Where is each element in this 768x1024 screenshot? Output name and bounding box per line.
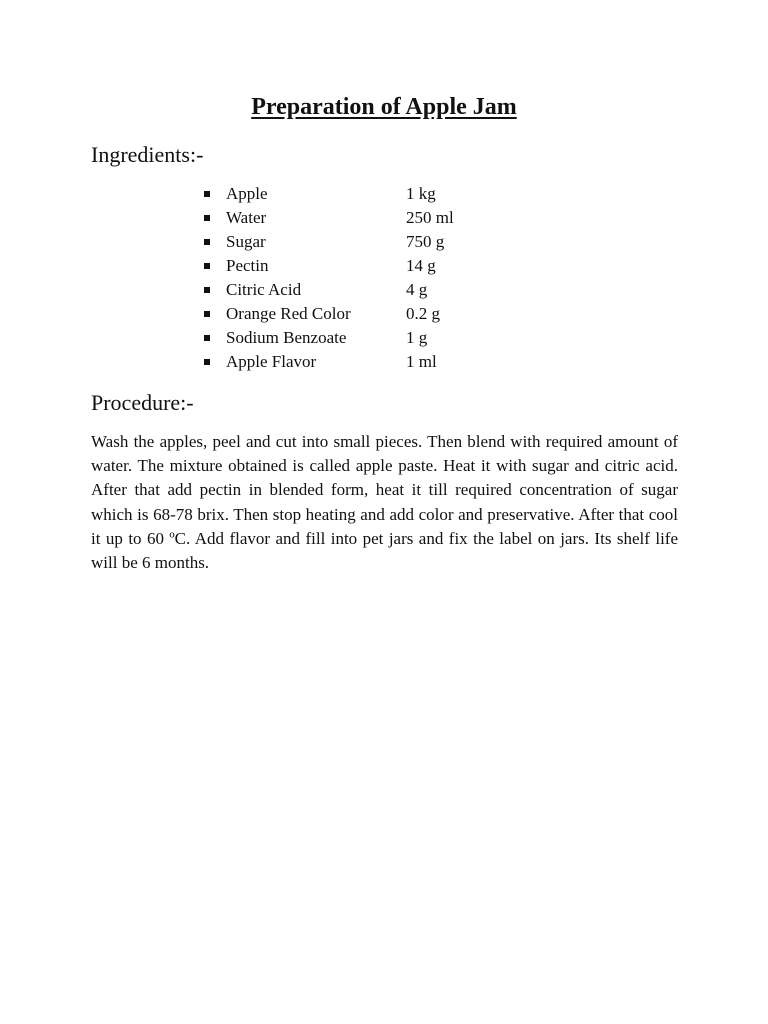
ingredient-name: Apple: [226, 184, 268, 203]
list-item: [0, 206, 768, 230]
square-bullet-icon: [204, 287, 210, 293]
procedure-heading: Procedure:-: [91, 390, 194, 415]
list-item: [0, 278, 768, 302]
square-bullet-icon: [204, 263, 210, 269]
ingredients-list: [0, 182, 768, 374]
procedure-paragraph: Wash the apples, peel and cut into small pieces. Then blend with required amount of water. The mixture obtained is called apple paste. Heat it with sugar and citric acid. After that add pectin in blended form, heat it till required concentration of sugar which is 68-78 brix. Then stop heating and add color and preservative. After that cool it up to 60 ºC. Add flavor and fill into pet jars and fix the label on jars. Its shelf life will be 6 months.: [91, 432, 678, 573]
square-bullet-icon: [204, 311, 210, 317]
ingredient-quantity: 4 g: [406, 280, 428, 299]
ingredient-name: Sodium Benzoate: [226, 328, 347, 347]
ingredient-name: Apple Flavor: [226, 352, 317, 371]
list-item: [0, 182, 768, 206]
ingredient-name: Orange Red Color: [226, 304, 351, 323]
list-item: [0, 302, 768, 326]
list-item: [0, 254, 768, 278]
square-bullet-icon: [204, 239, 210, 245]
ingredient-quantity: 250 ml: [406, 208, 454, 227]
ingredient-quantity: 1 g: [406, 328, 428, 347]
ingredient-quantity: 750 g: [406, 232, 445, 251]
square-bullet-icon: [204, 335, 210, 341]
square-bullet-icon: [204, 359, 210, 365]
ingredient-name: Citric Acid: [226, 280, 302, 299]
ingredient-quantity: 0.2 g: [406, 304, 440, 323]
ingredient-quantity: 1 ml: [406, 352, 437, 371]
list-item: [0, 326, 768, 350]
list-item: [0, 230, 768, 254]
ingredient-name: Water: [226, 208, 267, 227]
square-bullet-icon: [204, 215, 210, 221]
list-item: [0, 350, 768, 374]
ingredient-quantity: 1 kg: [406, 184, 436, 203]
ingredient-name: Pectin: [226, 256, 269, 275]
square-bullet-icon: [204, 191, 210, 197]
ingredients-heading: Ingredients:-: [91, 142, 204, 167]
document-title-text: Preparation of Apple Jam: [251, 94, 517, 120]
ingredient-quantity: 14 g: [406, 256, 436, 275]
ingredient-name: Sugar: [226, 232, 266, 251]
document-title: [0, 94, 768, 121]
